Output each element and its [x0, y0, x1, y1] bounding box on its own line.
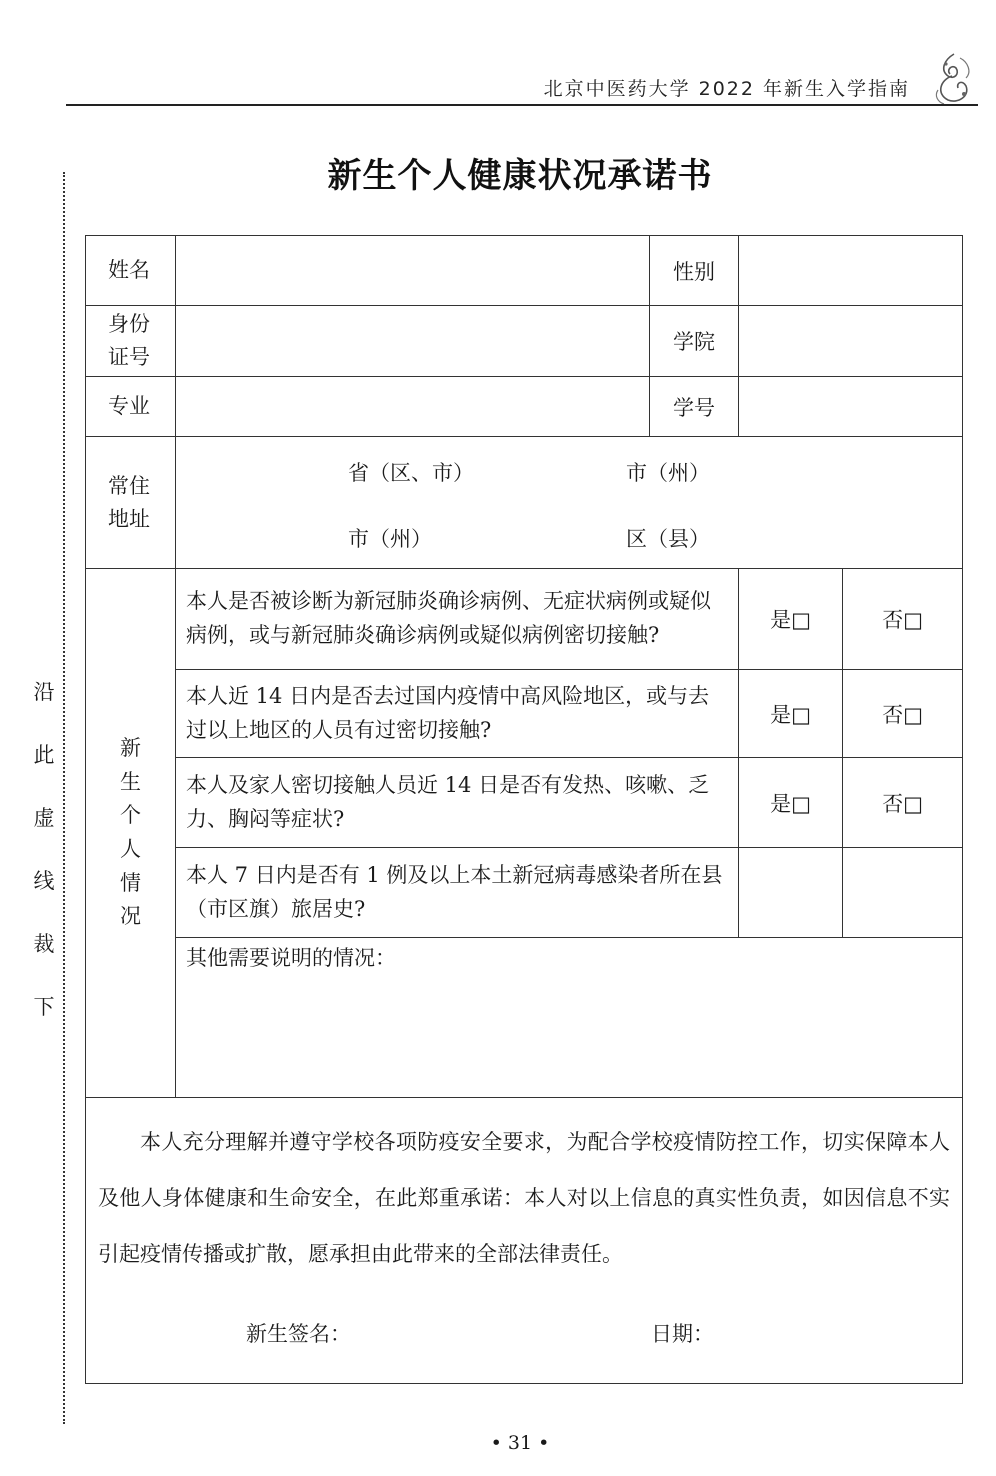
- gender-label: 性别: [650, 236, 739, 306]
- yes-answer-cell[interactable]: [739, 848, 843, 938]
- cut-label-char: 线: [33, 869, 55, 893]
- date-label: 日期：: [651, 1322, 714, 1346]
- no-answer-cell[interactable]: [843, 848, 963, 938]
- address-label: [86, 437, 176, 569]
- signature-label: 新生签名：: [246, 1322, 351, 1346]
- cut-dotted-line: [63, 172, 65, 1424]
- id-label-line2: 证号: [108, 345, 150, 369]
- yes-checkbox[interactable]: 是□: [739, 569, 843, 670]
- health-label-char: 个: [120, 803, 141, 828]
- no-checkbox[interactable]: 否□: [843, 569, 963, 670]
- header-title: 北京中医药大学 2022 年新生入学指南: [543, 78, 910, 100]
- major-label: 专业: [86, 377, 176, 437]
- header-rule: [66, 104, 978, 106]
- cut-label-char: 此: [33, 743, 55, 767]
- pledge-text: 本人充分理解并遵守学校各项防疫安全要求，为配合学校疫情防控工作，切实保障本人及他人身体健康和生命安全，在此郑重承诺：本人对以上信息的真实性负责，如因信息不实引起疫情传播或扩散，愿承担由此带来的全部法律责任。: [98, 1130, 950, 1266]
- id-label-line1: 身份: [108, 312, 150, 337]
- question-text: 本人是否被诊断为新冠肺炎确诊病例、无症状病例或疑似病例，或与新冠肺炎确诊病例或疑似病例密切接触?: [176, 569, 739, 670]
- floral-ornament-icon: [930, 50, 978, 106]
- health-status-label: [86, 569, 176, 1098]
- student-no-field[interactable]: [739, 377, 963, 437]
- yes-checkbox[interactable]: 是□: [739, 758, 843, 848]
- no-checkbox[interactable]: 否□: [843, 670, 963, 758]
- address-city-1: 市（州）: [626, 461, 710, 485]
- college-field[interactable]: [739, 306, 963, 377]
- health-label-char: 情: [120, 870, 141, 895]
- pledge-section: [86, 1098, 963, 1384]
- cut-label-char: 虚: [33, 806, 55, 830]
- question-text: 本人 7 日内是否有 1 例及以上本土新冠病毒感染者所在县（市区旗）旅居史?: [176, 848, 739, 938]
- cut-label-char: 下: [33, 995, 55, 1019]
- address-label-line1: 常住: [108, 473, 150, 498]
- college-label: 学院: [650, 306, 739, 377]
- health-label-char: 新: [120, 736, 141, 761]
- gender-field[interactable]: [739, 236, 963, 306]
- health-label-char: 况: [120, 904, 141, 929]
- student-no-label: 学号: [650, 377, 739, 437]
- cut-label-char: 沿: [33, 680, 55, 704]
- other-notes-label: 其他需要说明的情况：: [186, 946, 396, 970]
- question-text: 本人及家人密切接触人员近 14 日是否有发热、咳嗽、乏力、胸闷等症状?: [176, 758, 739, 848]
- id-number-field[interactable]: [176, 306, 650, 377]
- health-label-char: 人: [120, 837, 141, 861]
- address-district: 区（县）: [626, 527, 710, 551]
- no-checkbox[interactable]: 否□: [843, 758, 963, 848]
- health-pledge-form: [85, 235, 963, 1384]
- health-label-char: 生: [120, 769, 141, 794]
- yes-checkbox[interactable]: 是□: [739, 670, 843, 758]
- other-notes-field[interactable]: [176, 938, 963, 1098]
- address-city-2: 市（州）: [348, 527, 432, 551]
- signature-row: [86, 1318, 962, 1348]
- address-field[interactable]: [176, 437, 963, 569]
- document-title: 新生个人健康状况承诺书: [327, 156, 713, 196]
- cut-line-label: [28, 682, 60, 1018]
- page-number: • 31 •: [490, 1432, 550, 1454]
- name-label: 姓名: [86, 236, 176, 306]
- cut-label-char: 裁: [33, 932, 55, 956]
- name-field[interactable]: [176, 236, 650, 306]
- address-province: 省（区、市）: [348, 461, 474, 485]
- id-number-label: [86, 306, 176, 377]
- question-text: 本人近 14 日内是否去过国内疫情中高风险地区，或与去过以上地区的人员有过密切接触?: [176, 670, 739, 758]
- address-label-line2: 地址: [108, 506, 150, 531]
- major-field[interactable]: [176, 377, 650, 437]
